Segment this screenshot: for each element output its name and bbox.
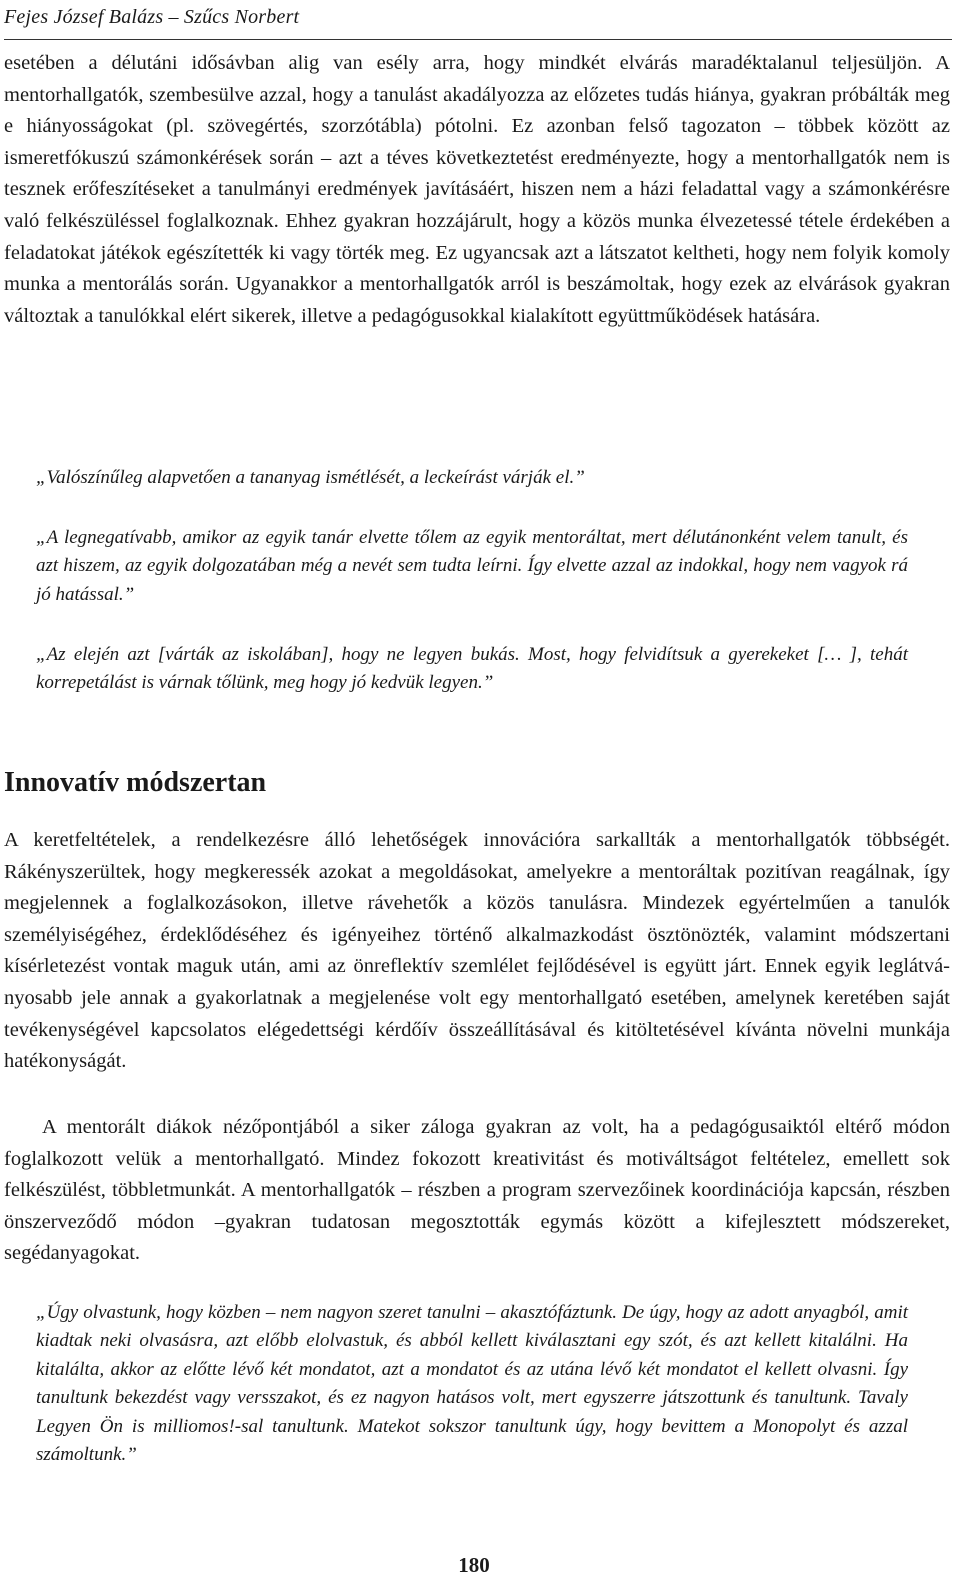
body-paragraph-3: A mentorált diákok nézőpontjából a siker záloga gyakran az volt, ha a pedagógusaiktól eltérő módon foglalkozott velük a mentorhallgató. Mindez fokozott kreativitást és motiváltságot feltételez, emellett sok felkészülést, többletmunkát. A mentorhallgatók – részben a program szervezőinek koordinációja kapcsán, részben önszerveződő módon –gyakran tudatosan megosztották egymás között a kifejlesztett módszereket, segédanyagokat. [4, 1116, 950, 1265]
running-header: Fejes József Balázs – Szűcs Norbert [4, 6, 300, 28]
header-divider [4, 39, 952, 40]
quote-2: „A legnegatívabb, amikor az egyik tanár elvette tőlem az egyik mentoráltat, mert délutánonként velem tanult, és azt hiszem, az egyik dolgozatában még a nevét sem tudta leírni. Így elvette azzal az indokkal, hogy nem vagyok rá jó hatással.” [36, 527, 908, 605]
body-paragraph-1: esetében a délutáni idősávban alig van esély arra, hogy mindkét elvárás maradéktalanul teljesüljön. A mentorhallgatók, szembesülve azzal, hogy a tanulást akadályozza az előzetes tudás hiánya, gyakran próbálták meg e hiányosságokat (pl. szövegértés, szorzótábla) pótolni. Ez azonban felső tagozaton – többek között az ismeretfókuszú számonkérések során – azt a téves következtetést eredményezte, hogy a mentorhallgatók nem is tesznek erőfeszítéseket a tanulmányi eredmények javításáért, hiszen nem a házi feladattal vagy a számonkérésre való felkészüléssel foglalkoznak. Ehhez gyakran hozzájárult, hogy a közös munka élvezetessé tétele érdekében a feladatokat játékok egészítették ki vagy törték meg. Ez ugyancsak azt a látszatot keltheti, hogy nem folyik komoly munka a mentorálás során. Ugyanakkor a mentorhallgatók arról is beszámoltak, hogy ezek az elvárások gyakran változtak a tanulókkal elért sikerek, illetve a pedagógusokkal kialakított együttműködések hatására. [4, 52, 950, 327]
page-number: 180 [458, 1553, 490, 1577]
quote-1: „Valószínűleg alapvetően a tananyag ismétlését, a leckeírást várják el.” [36, 467, 585, 488]
body-paragraph-2: A keretfeltételek, a rendelkezésre álló lehetőségek innovációra sarkallták a mentorhallgatók többségét. Rákényszerültek, hogy megkeressék azokat a megoldásokat, amelyekre a mentoráltak pozitívan reagálnak, így megjelennek a foglalkozásokon, illetve rávehetők a közös tanulásra. Mindezek egyértelműen a tanulók személyiségéhez, érdeklődéséhez és igényeihez történő alkalmazkodást ösztönözték, valamint módszertani kísérletezést vontak maguk után, ami az önreflektív szemlélet fejlődésével is együtt járt. Ennek egyik leglátványosabb jele annak a gyakorlatnak a megjelenése volt egy mentorhallgató esetében, amelynek keretében saját tevékenységével kapcsolatos elégedettségi kérdőív összeállításával és kitöltetésével kívánta növelni munkája hatékonyságát. [4, 829, 950, 1073]
quote-4: „Úgy olvastunk, hogy közben – nem nagyon szeret tanulni – akasztófáztunk. De úgy, hogy az adott anyagból, amit kiadtak neki olvasásra, azt előbb elolvastuk, és abból kellett kiválasztani egy szót, és azt kellett kitalálni. Ha kitalálta, akkor az előtte lévő két mondatot, azt a mondatot és az utána lévő két mondatot el kellett olvasni. Így tanultunk bekezdést vagy versszakot, és ez nagyon hatásos volt, mert egyszerre játszottunk és tanultunk. Tavaly Legyen Ön is milliomos!-sal tanultunk. Matekot sokszor tanultunk úgy, hogy bevittem a Monopolyt és azzal számoltunk.” [36, 1302, 908, 1466]
section-heading: Innovatív módszertan [4, 767, 267, 798]
quote-3: „Az elején azt [várták az iskolában], hogy ne legyen bukás. Most, hogy felvidítsuk a gyerekeket [… ], tehát korrepetálást is várnak tőlünk, meg hogy jó kedvük legyen.” [36, 644, 908, 694]
